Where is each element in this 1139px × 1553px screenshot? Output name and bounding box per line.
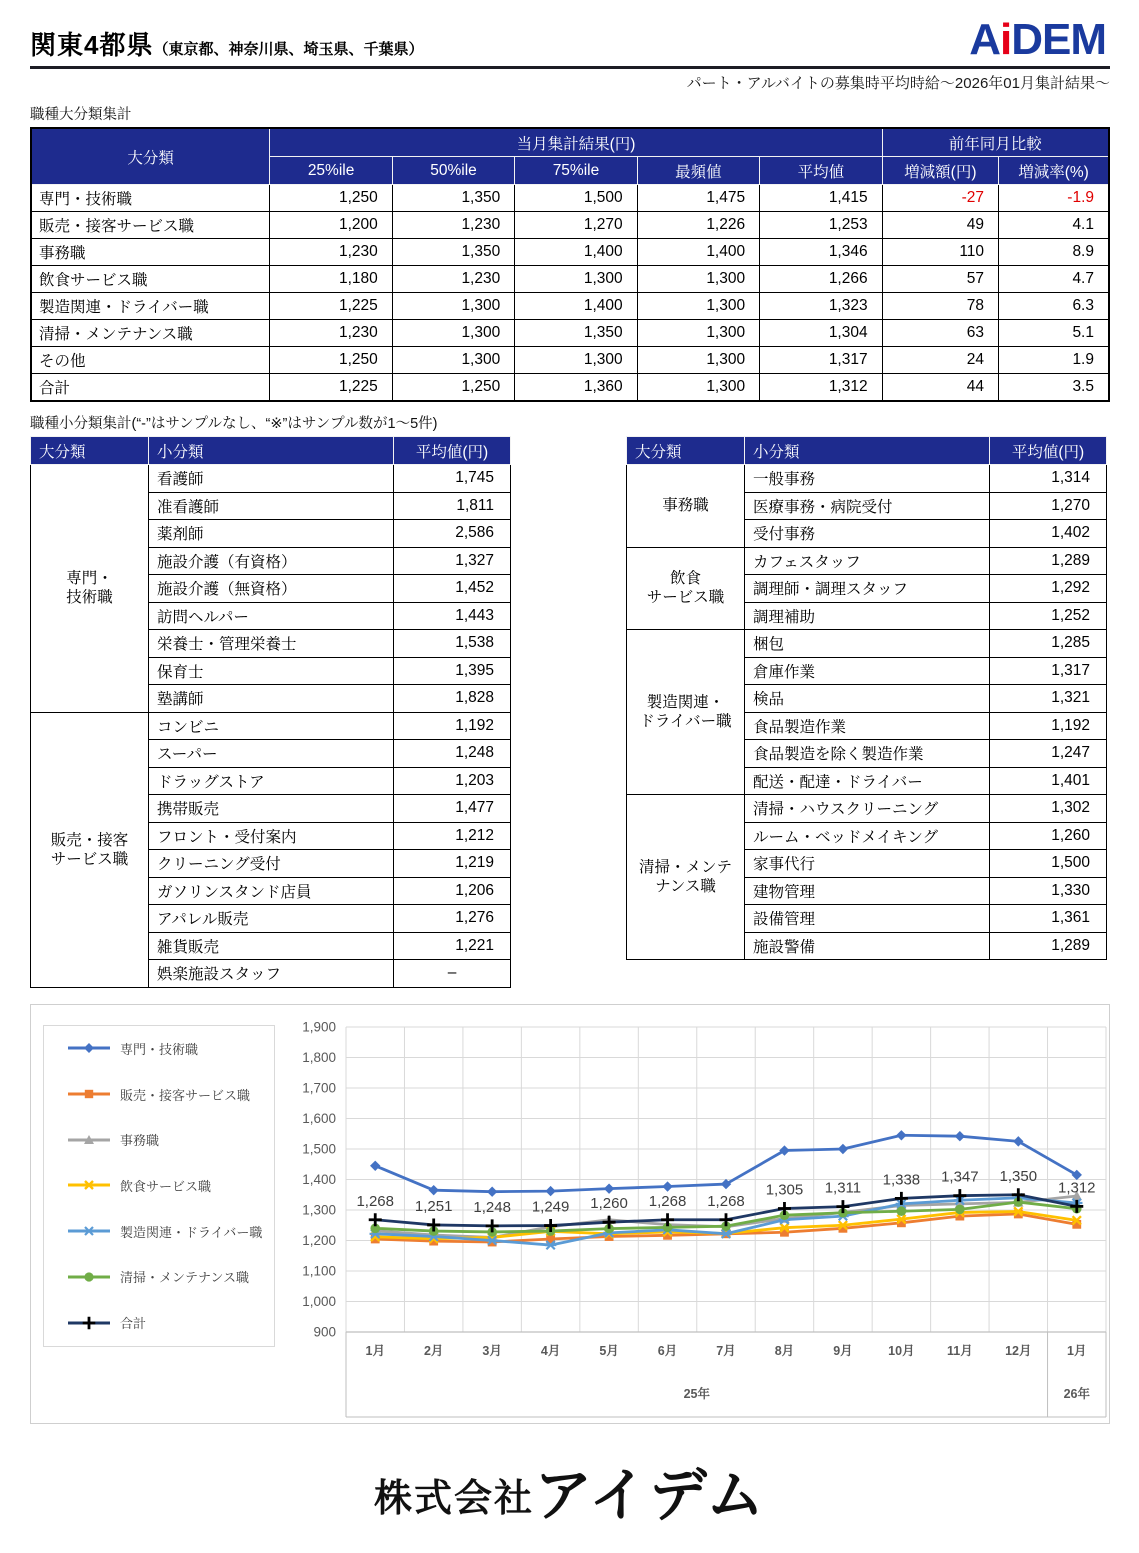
category-cell: 専門・技術職 [31,185,270,212]
value-cell: 1,180 [270,266,392,293]
legend-item [66,1039,274,1058]
y-axis-label: 1,900 [302,1019,336,1034]
data-label: 1,338 [882,1170,921,1188]
value-cell: 1,300 [515,266,637,293]
group-cell: 専門・ 技術職 [31,465,149,713]
table-row [627,465,1107,493]
logo-letters-dem: DEM [1011,15,1106,64]
minor-left-header-subcategory: 小分類 [149,437,394,465]
subcategory-cell: ドラッグストア [149,767,394,795]
mean-value-cell: 1,212 [394,822,511,850]
table-row [31,347,1109,374]
mean-value-cell: 1,443 [394,602,511,630]
value-cell: 1,230 [270,320,392,347]
minor-left-header-category: 大分類 [31,437,149,465]
value-cell: 1,323 [760,293,883,320]
value-cell: 1,475 [637,185,759,212]
data-label: 1,248 [473,1198,511,1216]
logo-letter-i: i [999,15,1012,64]
value-cell: 6.3 [999,293,1109,320]
col-header-75ile: 75%ile [515,157,637,185]
series-marker [896,1130,906,1140]
minor-table-left [30,436,511,988]
subcategory-cell: 娯楽施設スタッフ [149,960,394,988]
series-marker [85,1090,93,1098]
company-logo [30,1448,1110,1532]
value-cell: 1,230 [392,266,514,293]
series-marker [370,1160,380,1170]
subcategory-cell: クリーニング受付 [149,850,394,878]
group-cell: 製造関連・ ドライバー職 [627,630,745,795]
legend-item [66,1176,274,1195]
x-axis-label: 1月 [1067,1343,1087,1358]
table-row [31,185,1109,212]
category-cell: その他 [31,347,270,374]
table-row [31,239,1109,266]
table-row [31,320,1109,347]
subcategory-cell: ガソリンスタンド店員 [149,877,394,905]
table-row [627,547,1107,575]
mean-value-cell: 1,289 [990,932,1107,960]
subcategory-cell: フロント・受付案内 [149,822,394,850]
value-cell: 1,253 [760,212,883,239]
x-axis-label: 3月 [482,1343,502,1358]
value-cell: 1,250 [392,374,514,402]
value-cell: 1,200 [270,212,392,239]
category-cell: 販売・接客サービス職 [31,212,270,239]
value-cell: 1,300 [392,347,514,374]
series-marker [83,1316,96,1329]
data-label: 1,305 [765,1180,804,1198]
y-axis-label: 1,600 [302,1110,336,1126]
y-axis-label: 1,000 [302,1293,336,1309]
value-cell: 1,304 [760,320,883,347]
mean-value-cell: 1,330 [990,877,1107,905]
subcategory-cell: 施設介護（無資格） [149,575,394,603]
series-marker [955,1130,965,1140]
y-axis-label: 1,300 [302,1202,336,1217]
mean-value-cell: 1,327 [394,547,511,575]
mean-value-cell: 1,452 [394,575,511,603]
series-marker [545,1185,555,1195]
y-axis-label: 1,800 [302,1049,336,1065]
value-cell: 1,360 [515,374,637,402]
minor-right-header-subcategory: 小分類 [745,437,990,465]
mean-value-cell: 1,192 [990,712,1107,740]
x-axis-label: 6月 [657,1343,678,1358]
x-axis-label: 9月 [833,1343,853,1358]
minor-table-right [626,436,1107,960]
col-header-25ile: 25%ile [270,157,392,185]
mean-value-cell: 1,500 [990,850,1107,878]
data-label: 1,350 [999,1167,1038,1185]
series-marker [428,1184,438,1194]
report-subtitle: パート・アルバイトの募集時平均時給～2026年01月集計結果～ [686,75,1110,92]
legend-label: 製造関連・ドライバー職 [120,1224,263,1240]
subcategory-cell: 配送・配達・ドライバー [745,767,990,795]
subcategory-cell: 医療事務・病院受付 [745,492,990,520]
aidem-logo [969,15,1110,64]
header [30,0,1110,62]
series-marker [662,1181,672,1191]
value-cell: 1,400 [637,239,759,266]
table-row [627,795,1107,823]
category-cell: 合計 [31,374,270,402]
legend-marker [66,1132,112,1148]
table-row [31,374,1109,402]
major-table-title: 職種大分類集計 [30,107,132,123]
data-label: 1,260 [590,1194,628,1212]
series-marker [778,1201,791,1214]
value-cell: 1,415 [760,185,883,212]
legend-label: 合計 [120,1316,147,1332]
subcategory-cell: 訪問ヘルパー [149,602,394,630]
mean-value-cell: 1,292 [990,575,1107,603]
series-marker [84,1227,95,1235]
y-axis-label: 1,100 [302,1263,336,1278]
mean-value-cell: 1,361 [990,905,1107,933]
mean-value-cell: 1,302 [990,795,1107,823]
value-cell: 57 [882,266,998,293]
group-cell: 事務職 [627,465,745,548]
table-row [31,212,1109,239]
minor-tables-title: 職種小分類集計(“-”はサンプルなし、“※”はサンプル数が1～5件) [30,416,438,432]
subcategory-cell: ルーム・ベッドメイキング [745,822,990,850]
value-cell: 1,230 [270,239,392,266]
data-label: 1,311 [824,1179,862,1197]
mean-value-cell: 1,252 [990,602,1107,630]
subcategory-cell: 清掃・ハウスクリーニング [745,795,990,823]
subcategory-cell: 食品製造を除く製造作業 [745,740,990,768]
subcategory-cell: アパレル販売 [149,905,394,933]
mean-value-cell: 1,221 [394,932,511,960]
legend-item [66,1130,274,1149]
chart-legend [43,1025,275,1347]
value-cell: 1,300 [637,293,759,320]
value-cell: 1,350 [392,185,514,212]
x-axis-label: 10月 [888,1343,915,1358]
table-row [31,712,511,740]
value-cell: -27 [882,185,998,212]
subcategory-cell: 保育士 [149,657,394,685]
legend-marker [66,1040,112,1056]
value-cell: 24 [882,347,998,374]
series-marker [369,1213,382,1226]
legend-item [66,1313,274,1332]
col-group-current-month: 当月集計結果(円) [270,128,882,157]
value-cell: 1,300 [392,320,514,347]
mean-value-cell: 1,401 [990,767,1107,795]
value-cell: 3.5 [999,374,1109,402]
value-cell: 1,317 [760,347,883,374]
mean-value-cell: 1,477 [394,795,511,823]
data-label: 1,268 [648,1192,687,1210]
subcategory-cell: 施設警備 [745,932,990,960]
subcategory-cell: 食品製造作業 [745,712,990,740]
legend-marker [66,1269,112,1285]
table-row [31,465,511,493]
subcategory-cell: 家事代行 [745,850,990,878]
y-axis-label: 900 [313,1324,336,1339]
value-cell: -1.9 [999,185,1109,212]
value-cell: 1,300 [637,266,759,293]
value-cell: 1,500 [515,185,637,212]
wage-trend-chart [30,1004,1110,1424]
x-axis-label: 7月 [716,1343,736,1358]
subcategory-cell: 塾講師 [149,685,394,713]
subcategory-cell: 薬剤師 [149,520,394,548]
value-cell: 1,400 [515,239,637,266]
company-name: アイデム [534,1462,766,1528]
data-label: 1,251 [414,1197,453,1215]
value-cell: 1.9 [999,347,1109,374]
minor-tables [30,436,1110,988]
x-axis-label: 12月 [1005,1343,1032,1358]
value-cell: 1,250 [270,347,392,374]
col-header-category: 大分類 [31,128,270,185]
subcategory-cell: 准看護師 [149,492,394,520]
value-cell: 1,266 [760,266,883,293]
value-cell: 1,300 [637,320,759,347]
legend-label: 販売・接客サービス職 [120,1087,251,1103]
mean-value-cell: 1,317 [990,657,1107,685]
table-row [627,630,1107,658]
region-title: 関東4都県 [30,30,154,60]
col-header-diff-rate: 増減率(%) [999,157,1109,185]
x-axis-label: 8月 [774,1343,795,1358]
subcategory-cell: コンビニ [149,712,394,740]
x-axis-year-label: 26年 [1063,1386,1090,1401]
value-cell: 4.7 [999,266,1109,293]
group-cell: 飲食 サービス職 [627,547,745,630]
mean-value-cell: 1,828 [394,685,511,713]
mean-value-cell: 1,402 [990,520,1107,548]
subcategory-cell: 看護師 [149,465,394,493]
value-cell: 1,300 [392,293,514,320]
col-header-50ile: 50%ile [392,157,514,185]
value-cell: 1,250 [270,185,392,212]
series-marker [955,1204,965,1214]
subcategory-cell: 設備管理 [745,905,990,933]
legend-label: 専門・技術職 [120,1041,199,1057]
legend-item [66,1085,274,1104]
series-marker [838,1143,848,1153]
subcategory-cell: 倉庫作業 [745,657,990,685]
subcategory-cell: 梱包 [745,630,990,658]
x-axis-label: 5月 [599,1343,619,1358]
value-cell: 1,312 [760,374,883,402]
mean-value-cell: 1,285 [990,630,1107,658]
mean-value-cell: 1,203 [394,767,511,795]
legend-marker [66,1223,112,1239]
col-header-mode: 最頻値 [637,157,759,185]
mean-value-cell: 1,248 [394,740,511,768]
major-table [30,127,1110,402]
mean-value-cell: 1,395 [394,657,511,685]
subcategory-cell: 検品 [745,685,990,713]
value-cell: 110 [882,239,998,266]
series-marker [487,1186,497,1196]
mean-value-cell: – [394,960,511,988]
table-row [31,266,1109,293]
value-cell: 1,225 [270,293,392,320]
series-marker [897,1206,907,1216]
subcategory-cell: 一般事務 [745,465,990,493]
legend-label: 事務職 [120,1133,160,1149]
value-cell: 1,300 [637,347,759,374]
value-cell: 1,225 [270,374,392,402]
subcategory-cell: 受付事務 [745,520,990,548]
category-cell: 製造関連・ドライバー職 [31,293,270,320]
legend-item [66,1267,274,1286]
value-cell: 44 [882,374,998,402]
value-cell: 1,300 [515,347,637,374]
x-axis-label: 4月 [540,1343,561,1358]
subcategory-cell: カフェスタッフ [745,547,990,575]
mean-value-cell: 1,289 [990,547,1107,575]
logo-letter-a: A [969,15,1000,64]
mean-value-cell: 1,219 [394,850,511,878]
table-row [31,293,1109,320]
subcategory-cell: 建物管理 [745,877,990,905]
value-cell: 1,346 [760,239,883,266]
value-cell: 78 [882,293,998,320]
mean-value-cell: 1,314 [990,465,1107,493]
y-axis-label: 1,500 [302,1141,336,1156]
subcategory-cell: 調理師・調理スタッフ [745,575,990,603]
series-0 [370,1130,1082,1197]
y-axis-label: 1,700 [302,1080,336,1095]
mean-value-cell: 2,586 [394,520,511,548]
category-cell: 飲食サービス職 [31,266,270,293]
mean-value-cell: 1,276 [394,905,511,933]
series-marker [603,1215,616,1228]
col-group-yoy: 前年同月比較 [882,128,1109,157]
mean-value-cell: 1,260 [990,822,1107,850]
legend-marker [66,1177,112,1193]
region-paren: （東京都、神奈川県、埼玉県、千葉県） [153,41,424,58]
mean-value-cell: 1,321 [990,685,1107,713]
y-axis-label: 1,400 [302,1171,336,1187]
minor-right-header-mean: 平均値(円) [990,437,1107,465]
category-cell: 清掃・メンテナンス職 [31,320,270,347]
value-cell: 1,300 [637,374,759,402]
value-cell: 1,230 [392,212,514,239]
x-axis-label: 11月 [946,1343,973,1358]
group-cell: 清掃・メンテ ナンス職 [627,795,745,960]
mean-value-cell: 1,811 [394,492,511,520]
col-header-mean: 平均値 [760,157,883,185]
value-cell: 1,350 [515,320,637,347]
data-label: 1,312 [1057,1178,1096,1196]
data-label: 1,268 [356,1192,395,1210]
page-title [30,25,423,62]
subcategory-cell: スーパー [149,740,394,768]
subcategory-cell: 栄養士・管理栄養士 [149,630,394,658]
company-prefix: 株式会社 [374,1477,535,1520]
legend-item [66,1222,274,1241]
mean-value-cell: 1,192 [394,712,511,740]
data-label: 1,249 [531,1198,570,1216]
legend-marker [66,1086,112,1102]
series-marker [486,1219,499,1232]
col-header-diff-amount: 増減額(円) [882,157,998,185]
mean-value-cell: 1,247 [990,740,1107,768]
mean-value-cell: 1,270 [990,492,1107,520]
data-label: 1,347 [941,1168,979,1186]
group-cell: 販売・接客 サービス職 [31,712,149,987]
minor-right-header-category: 大分類 [627,437,745,465]
subcategory-cell: 携帯販売 [149,795,394,823]
mean-value-cell: 1,206 [394,877,511,905]
value-cell: 5.1 [999,320,1109,347]
subcategory-cell: 雑貨販売 [149,932,394,960]
legend-label: 飲食サービス職 [120,1178,212,1194]
mean-value-cell: 1,538 [394,630,511,658]
subcategory-cell: 調理補助 [745,602,990,630]
category-cell: 事務職 [31,239,270,266]
value-cell: 1,270 [515,212,637,239]
series-marker [84,1043,94,1053]
legend-label: 清掃・メンテナンス職 [120,1270,249,1286]
value-cell: 49 [882,212,998,239]
y-axis-label: 1,200 [302,1232,336,1248]
subcategory-cell: 施設介護（有資格） [149,547,394,575]
series-marker [84,1272,93,1281]
value-cell: 1,226 [637,212,759,239]
value-cell: 8.9 [999,239,1109,266]
header-rule [30,66,1110,69]
series-marker [604,1183,614,1193]
minor-left-header-mean: 平均値(円) [394,437,511,465]
value-cell: 1,350 [392,239,514,266]
legend-marker [66,1315,112,1331]
x-axis-label: 1月 [365,1343,385,1358]
x-axis-label: 2月 [423,1343,444,1358]
mean-value-cell: 1,745 [394,465,511,493]
x-axis-year-label: 25年 [683,1386,710,1401]
value-cell: 1,400 [515,293,637,320]
data-label: 1,268 [707,1192,745,1210]
value-cell: 63 [882,320,998,347]
value-cell: 4.1 [999,212,1109,239]
